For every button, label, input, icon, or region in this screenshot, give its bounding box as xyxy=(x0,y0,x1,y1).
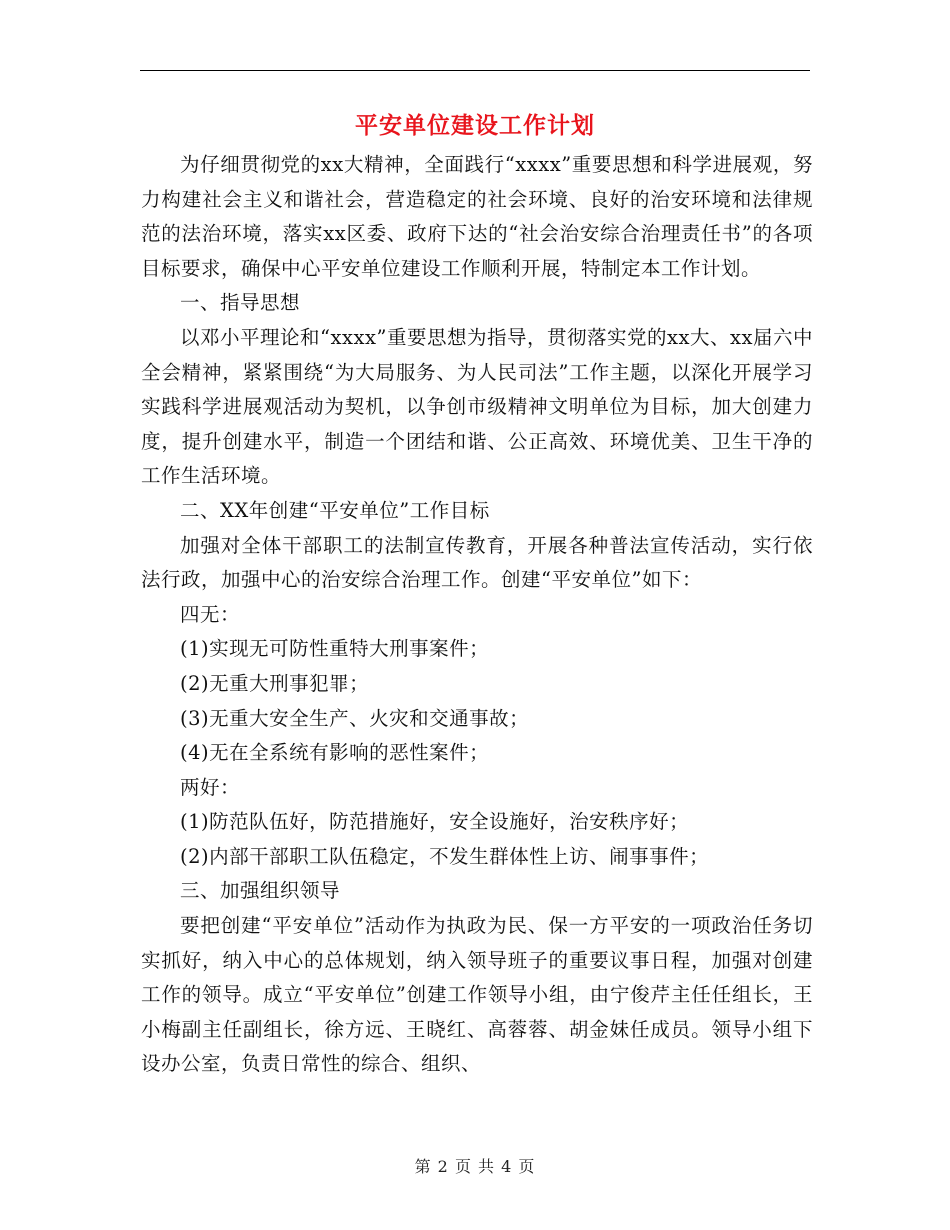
list-item: (4)无在全系统有影响的恶性案件； xyxy=(180,741,490,765)
intro-paragraph: 为仔细贯彻党的xx大精神，全面践行“xxxx”重要思想和科学进展观，努力构建社会主义和谐社会，营造稳定的社会环境、良好的治安环境和法律规范的法治环境，落实xx区委、政府下达的“社会治安综合治理责任书”的各项目标要求，确保中心平安单位建设工作顺利开展，特制定本工作计划。 xyxy=(141,153,813,280)
section-heading-guiding-ideology: 一、指导思想 xyxy=(180,291,301,315)
list-item: (1)实现无可防性重特大刑事案件； xyxy=(180,637,490,661)
section-heading-organization: 三、加强组织领导 xyxy=(180,879,341,903)
list-heading-four-nos: 四无： xyxy=(180,602,241,626)
list-item: (2)内部干部职工队伍稳定，不发生群体性上访、闹事事件； xyxy=(180,844,710,868)
list-item: (1)防范队伍好，防范措施好，安全设施好，治安秩序好； xyxy=(180,810,690,834)
list-heading-two-goods: 两好： xyxy=(180,775,241,799)
document-body xyxy=(141,148,813,1082)
header-rule xyxy=(140,70,810,71)
work-goals-paragraph: 加强对全体干部职工的法制宣传教育，开展各种普法宣传活动，实行依法行政，加强中心的治安综合治理工作。创建“平安单位”如下： xyxy=(141,533,813,592)
organization-paragraph: 要把创建“平安单位”活动作为执政为民、保一方平安的一项政治任务切实抓好，纳入中心的总体规划，纳入领导班子的重要议事日程，加强对创建工作的领导。成立“平安单位”创建工作领导小组，由宁俊芹主任任组长，王小梅副主任副组长，徐方远、王晓红、高蓉蓉、胡金妹任成员。领导小组下设办公室，负责日常性的综合、组织、 xyxy=(141,914,813,1076)
document-title: 平安单位建设工作计划 xyxy=(355,112,595,139)
list-item: (3)无重大安全生产、火灾和交通事故； xyxy=(180,706,530,730)
list-item: (2)无重大刑事犯罪； xyxy=(180,671,370,695)
page-number: 第 2 页 共 4 页 xyxy=(414,1157,536,1176)
guiding-ideology-paragraph: 以邓小平理论和“xxxx”重要思想为指导，贯彻落实党的xx大、xx届六中全会精神，紧紧围绕“为大局服务、为人民司法”工作主题，以深化开展学习实践科学进展观活动为契机，以争创市级精神文明单位为目标，加大创建力度，提升创建水平，制造一个团结和谐、公正高效、环境优美、卫生干净的工作生活环境。 xyxy=(141,325,813,488)
section-heading-work-goals: 二、XX年创建“平安单位”工作目标 xyxy=(180,498,490,522)
